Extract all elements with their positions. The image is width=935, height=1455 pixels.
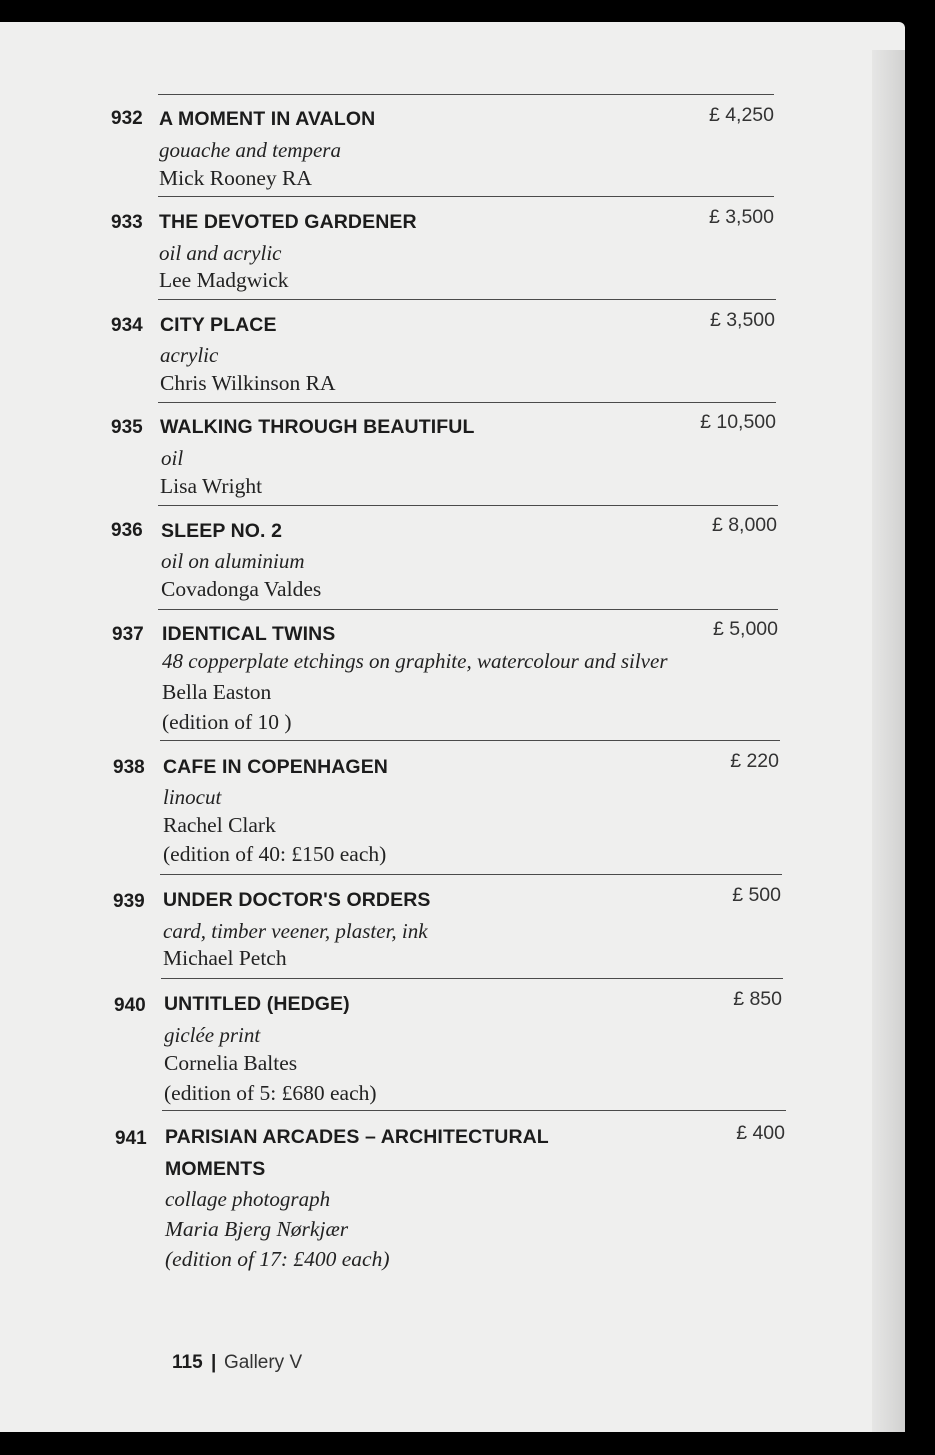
entry-medium: 48 copperplate etchings on graphite, watercolour and silver <box>162 649 668 673</box>
footer-separator: | <box>211 1352 217 1373</box>
entry-number: 940 <box>114 995 146 1016</box>
entry-divider <box>162 1110 786 1111</box>
entry-divider <box>158 402 776 403</box>
entry-divider <box>158 299 776 300</box>
entry-medium: giclée print <box>164 1023 261 1047</box>
entry-medium: gouache and tempera <box>159 138 341 162</box>
entry-edition: (edition of 40: £150 each) <box>163 842 387 866</box>
entry-divider <box>161 978 783 979</box>
entry-divider <box>158 505 778 506</box>
entry-title: UNTITLED (HEDGE) <box>164 993 350 1015</box>
entry-title: CAFE IN COPENHAGEN <box>163 756 388 778</box>
entry-edition: (edition of 17: £400 each) <box>165 1247 390 1271</box>
entry-number: 935 <box>111 417 143 438</box>
entry-price: £ 5,000 <box>712 618 778 640</box>
entry-number: 936 <box>111 520 143 541</box>
entry-title: WALKING THROUGH BEAUTIFUL <box>160 416 475 438</box>
entry-artist: Bella Easton <box>162 680 272 704</box>
catalogue-list <box>0 22 905 1432</box>
entry-number: 937 <box>112 624 144 645</box>
entry-artist: Michael Petch <box>163 946 287 970</box>
entry-title: SLEEP NO. 2 <box>161 520 283 542</box>
entry-artist: Covadonga Valdes <box>161 577 322 601</box>
entry-title-continued: MOMENTS <box>165 1158 266 1180</box>
entry-medium: oil and acrylic <box>159 241 282 265</box>
entry-divider <box>160 874 782 875</box>
catalogue-page <box>0 22 905 1432</box>
entry-medium: card, timber veener, plaster, ink <box>163 919 428 943</box>
entry-medium: collage photograph <box>165 1187 331 1211</box>
entry-artist: Cornelia Baltes <box>164 1051 298 1075</box>
entry-number: 941 <box>115 1128 147 1149</box>
entry-edition: (edition of 5: £680 each) <box>164 1081 377 1105</box>
entry-edition: (edition of 10 ) <box>162 710 292 734</box>
entry-medium: linocut <box>163 785 222 809</box>
entry-title: PARISIAN ARCADES – ARCHITECTURAL <box>165 1126 549 1148</box>
entry-number: 938 <box>113 757 145 778</box>
entry-artist: Chris Wilkinson RA <box>160 371 336 395</box>
entry-price: £ 10,500 <box>700 411 776 433</box>
entry-title: A MOMENT IN AVALON <box>159 108 376 130</box>
entry-artist: Lee Madgwick <box>159 268 289 292</box>
entry-price: £ 4,250 <box>708 104 774 126</box>
entry-medium: acrylic <box>160 343 219 367</box>
entry-title: CITY PLACE <box>160 314 277 336</box>
entry-number: 939 <box>113 891 145 912</box>
section-name: Gallery V <box>224 1352 303 1373</box>
entry-price: £ 850 <box>733 988 782 1010</box>
entry-divider <box>158 196 774 197</box>
entry-artist: Maria Bjerg Nørkjær <box>165 1217 349 1241</box>
entry-price: £ 8,000 <box>711 514 777 536</box>
entry-number: 934 <box>111 315 143 336</box>
entry-price: £ 3,500 <box>708 206 774 228</box>
entry-title: THE DEVOTED GARDENER <box>159 211 417 233</box>
entry-medium: oil <box>161 446 184 470</box>
entry-title: IDENTICAL TWINS <box>162 623 336 645</box>
entry-artist: Mick Rooney RA <box>159 166 312 190</box>
entry-divider <box>160 740 780 741</box>
entry-number: 933 <box>111 212 143 233</box>
entry-artist: Lisa Wright <box>160 474 263 498</box>
page-number: 115 <box>172 1352 203 1373</box>
entry-artist: Rachel Clark <box>163 813 276 837</box>
entry-divider <box>158 94 774 95</box>
entry-divider <box>158 609 778 610</box>
entry-price: £ 3,500 <box>709 309 775 331</box>
entry-price: £ 500 <box>732 884 781 906</box>
entry-title: UNDER DOCTOR'S ORDERS <box>163 889 431 911</box>
entry-medium: oil on aluminium <box>161 549 305 573</box>
entry-price: £ 220 <box>730 750 779 772</box>
entry-number: 932 <box>111 108 143 129</box>
entry-price: £ 400 <box>736 1122 785 1144</box>
